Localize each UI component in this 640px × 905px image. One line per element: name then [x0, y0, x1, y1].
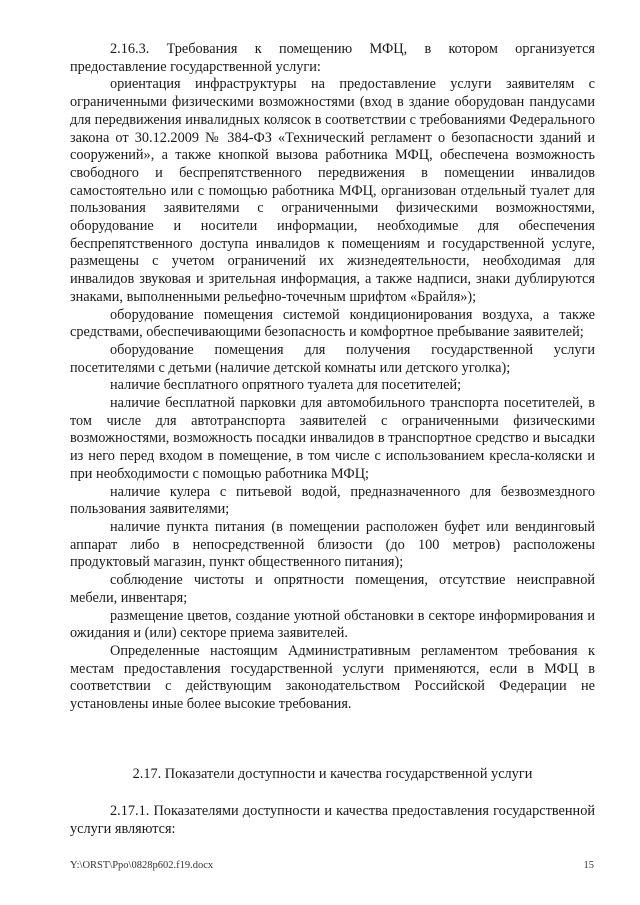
paragraph-infrastructure: ориентация инфраструктуры на предоставление услуги заявителям с ограниченными физическими возможностями (вход в здание оборудован пандусами для передвижения инвалидных колясок в соответствии с требованиями Федерального закона от 30.12.2009 № 384-ФЗ «Технический регламент о безопасности зданий и сооружений», а также кнопкой вызова работника МФЦ, обеспечена возможность свободного и беспрепятственного передвижения в помещении инвалидов самостоятельно или с помощью работника МФЦ, организован отдельный туалет для пользования заявителями с ограниченными физическими возможностями, оборудование и носители информации, необходимые для обеспечения беспрепятственного доступа инвалидов к помещениям и государственной услуге, размещены с учетом ограничений их жизнедеятельности, необходимая для инвалидов звуковая и зрительная информация, а также надписи, знаки дублируются знаками, выполненными рельефно-точечным шрифтом «Брайля»);: [70, 76, 595, 305]
section-heading: 2.17. Показатели доступности и качества государственной услуги: [132, 766, 533, 782]
paragraph-air-conditioning: оборудование помещения системой кондиционирования воздуха, а также средствами, обеспечивающими безопасность и комфортное пребывание заявителей;: [70, 306, 595, 341]
paragraph-2-16-3: 2.16.3. Требования к помещению МФЦ, в котором организуется предоставление государственной услуги:: [70, 41, 595, 75]
paragraph-parking: наличие бесплатной парковки для автомобильного транспорта посетителей, в том числе для автотранспорта заявителей с ограниченными физическими возможностями, возможность посадки инвалидов в транспортное средство и высадки из него перед входом в помещение, в том числе с использованием кресла-коляски и при необходимости с помощью работника МФЦ;: [70, 395, 595, 482]
footer-file-path: Y:\ORST\Ppo\0828p602.f19.docx: [70, 860, 214, 871]
paragraph-water-cooler: наличие кулера с питьевой водой, предназначенного для безвозмездного пользования заявителями;: [70, 483, 595, 518]
page-number: 15: [583, 860, 594, 871]
paragraph-cleanliness: соблюдение чистоты и опрятности помещения, отсутствие неисправной мебели, инвентаря;: [70, 572, 595, 606]
paragraph-2-17-1: 2.17.1. Показателями доступности и качества предоставления государственной услуги являются:: [70, 803, 595, 837]
paragraph-applicability: Определенные настоящим Административным регламентом требования к местам предоставления государственной услуги применяются, если в МФЦ в соответствии с действующим законодательством Российской Федерации не установлены иные более высокие требования.: [70, 642, 595, 713]
paragraph-toilet: наличие бесплатного опрятного туалета для посетителей;: [110, 377, 462, 394]
paragraph-flowers: размещение цветов, создание уютной обстановки в секторе информирования и ожидания и (или) секторе приема заявителей.: [70, 607, 595, 642]
paragraph-children-room: оборудование помещения для получения государственной услуги посетителями с детьми (наличие детской комнаты или детского уголка);: [70, 341, 595, 376]
subsection-2-17-1: [70, 803, 595, 838]
requirements-text: [70, 41, 595, 714]
paragraph-food: наличие пункта питания (в помещении расположен буфет или вендинговый аппарат либо в непосредственной близости (до 100 метров) расположены продуктовый магазин, пункт общественного питания);: [70, 518, 595, 571]
